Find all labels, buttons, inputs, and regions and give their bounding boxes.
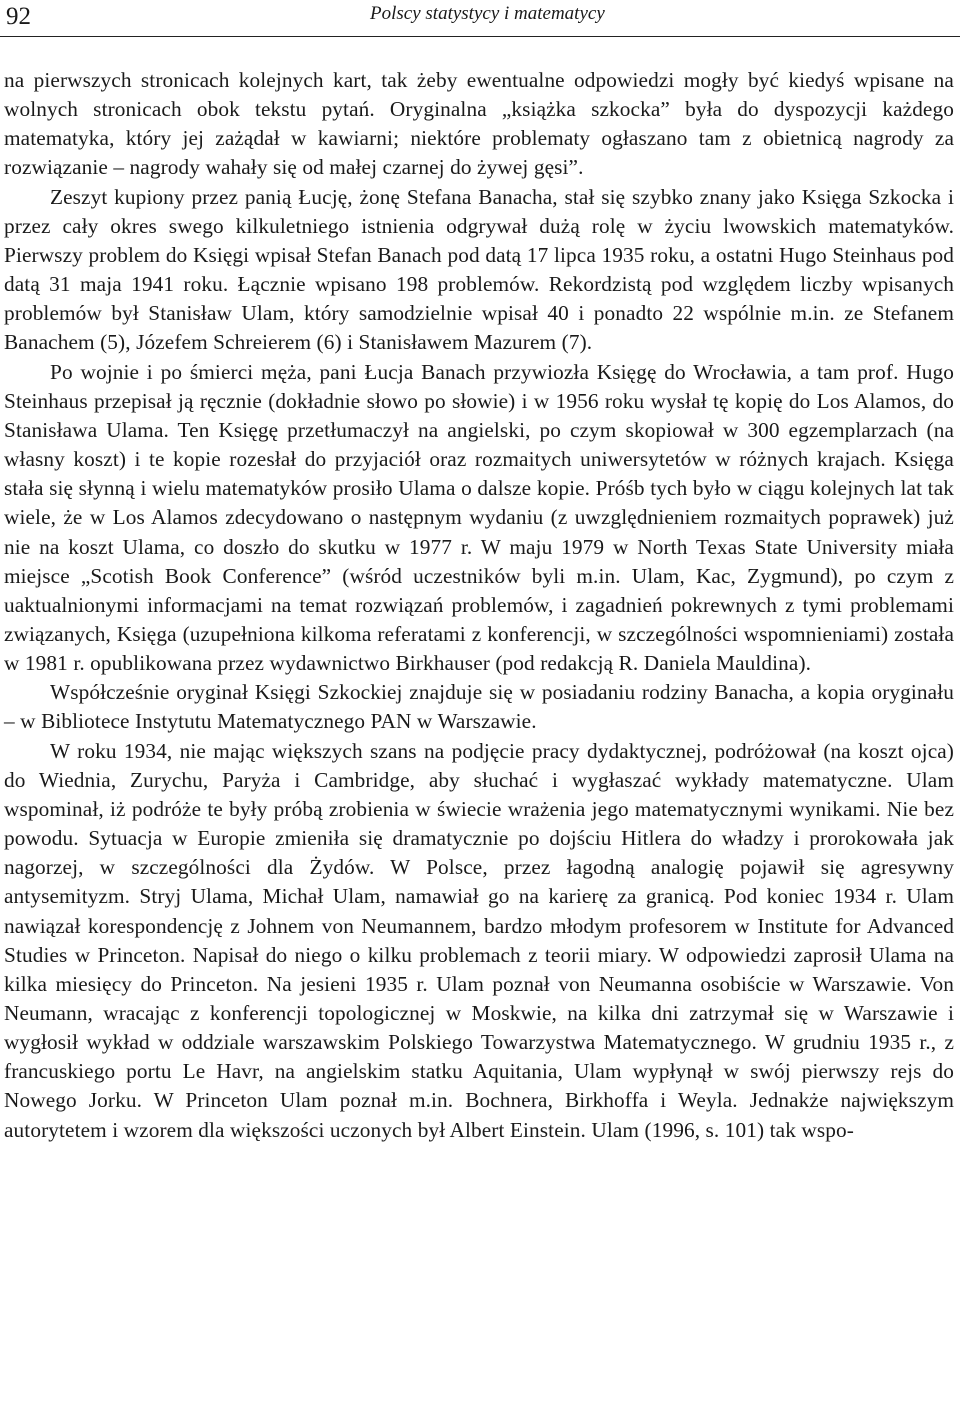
header-rule [0, 36, 960, 37]
running-header [0, 0, 960, 36]
paragraph: W roku 1934, nie mając większych szans na podjęcie pracy dydaktycznej, podróżował (na koszt ojca) do Wiednia, Zurychu, Paryża i Cambridge, aby słuchać i wygłaszać wykłady matematyczne. Ulam wspominał, iż podróże te były próbą zrobienia w świecie wrażenia jego matematycznymi wynikami. Nie bez powodu. Sytuacja w Europie zmieniła się dramatycznie po dojściu Hitlera do władzy i prorokowała jak nagorzej, w szczególności dla Żydów. W Polsce, przez łagodną analogię pojawił się agresywny antysemityzm. Stryj Ulama, Michał Ulam, namawiał go na karierę za granicą. Pod koniec 1934 r. Ulam nawiązał korespondencję z Johnem von Neumannem, bardzo młodym profesorem w Institute for Advanced Studies w Princeton. Napisał do niego o kilku problemach z teorii miary. W odpowiedzi zaprosił Ulama na kilka miesięcy do Princeton. Na jesieni 1935 r. Ulam poznał von Neumanna osobiście w Warszawie. Von Neumann, wracając z konferencji topologicznej w Moskwie, na kilka dni zatrzymał się w Warszawie i wygłosił wykład w oddziale warszawskim Polskiego Towarzystwa Matematycznego. W grudniu 1935 r., z francuskiego portu Le Havr, na angielskim statku Aquitania, Ulam wypłynął w swój pierwszy rejs do Nowego Jorku. W Princeton Ulam poznał m.in. Bochnera, Birkhoffa i Weyla. Jednakże największym autorytetem i wzorem dla większości uczonych był Albert Einstein. Ulam (1996, s. 101) tak wspo- [4, 738, 954, 1142]
paragraph: Po wojnie i po śmierci męża, pani Łucja Banach przywiozła Księgę do Wrocławia, a tam prof. Hugo Steinhaus przepisał ją ręcznie (dokładnie słowo po słowie) i w 1956 roku wysłał tę kopię do Los Alamos, do Stanisława Ulama. Ten Księgę przetłumaczył na angielski, po czym skopiował w 300 egzemplarzach (na własny koszt) i te kopie rozesłał do przyjaciół oraz rozmaitych uniwersytetów w różnych krajach. Księga stała się słynną i wielu matematyków prosiło Ulama o dalsze kopie. Próśb tych było w ciągu kolejnych lat tak wiele, że w Los Alamos zdecydowano o następnym wydaniu (z uwzględnieniem rozmaitych poprawek) już nie na koszt Ulama, co doszło do skutku w 1977 r. W maju 1979 w North Texas State University miała miejsce „Scotish Book Conference” (wśród uczestników byli m.in. Ulam, Kac, Zygmund), po czym z uaktualnionymi informacjami na temat rozwiązań problemów, i zagadnień pokrewnych z tymi problemami związanych, Księga (uzupełniona kilkoma referatami z konferencji, w szczególności wspomnieniami) została w 1981 r. opublikowana przez wydawnictwo Birkhauser (pod redakcją R. Daniela Mauldina). [4, 359, 954, 676]
running-title: Polscy statystycy i matematycy [370, 3, 605, 24]
paragraph: na pierwszych stronicach kolejnych kart, tak żeby ewentualne odpowiedzi mogły być kiedyś wpisane na wolnych stronicach obok tekstu pytań. Oryginalna „książka szkocka” była do dyspozycji każdego matematyka, który jej zażądał w kawiarni; niektóre problematy ogłaszano tam z obietnicą nagrody za rozwiązanie – nagrody wahały się od małej czarnej do żywej gęsi”. [4, 68, 954, 180]
paragraph: Współcześnie oryginał Księgi Szkockiej znajduje się w posiadaniu rodziny Banacha, a kopia oryginału – w Bibliotece Instytutu Matematycznego PAN w Warszawie. [4, 680, 954, 734]
page-number: 92 [6, 3, 31, 30]
paragraph: Zeszyt kupiony przez panią Łucję, żonę Stefana Banacha, stał się szybko znany jako Księga Szkocka i przez cały okres swego kilkuletniego istnienia odgrywał dużą rolę w życiu lwowskich matematyków. Pierwszy problem do Księgi wpisał Stefan Banach pod datą 17 lipca 1935 roku, a ostatni Hugo Steinhaus pod datą 31 maja 1941 roku. Łącznie wpisano 198 problemów. Rekordzistą pod względem liczby wpisanych problemów był Stanisław Ulam, który samodzielnie wpisał 40 i ponadto 22 wspólnie m.in. ze Stefanem Banachem (5), Józefem Schreierem (6) i Stanisławem Mazurem (7). [4, 184, 954, 355]
body-text [4, 66, 954, 1145]
